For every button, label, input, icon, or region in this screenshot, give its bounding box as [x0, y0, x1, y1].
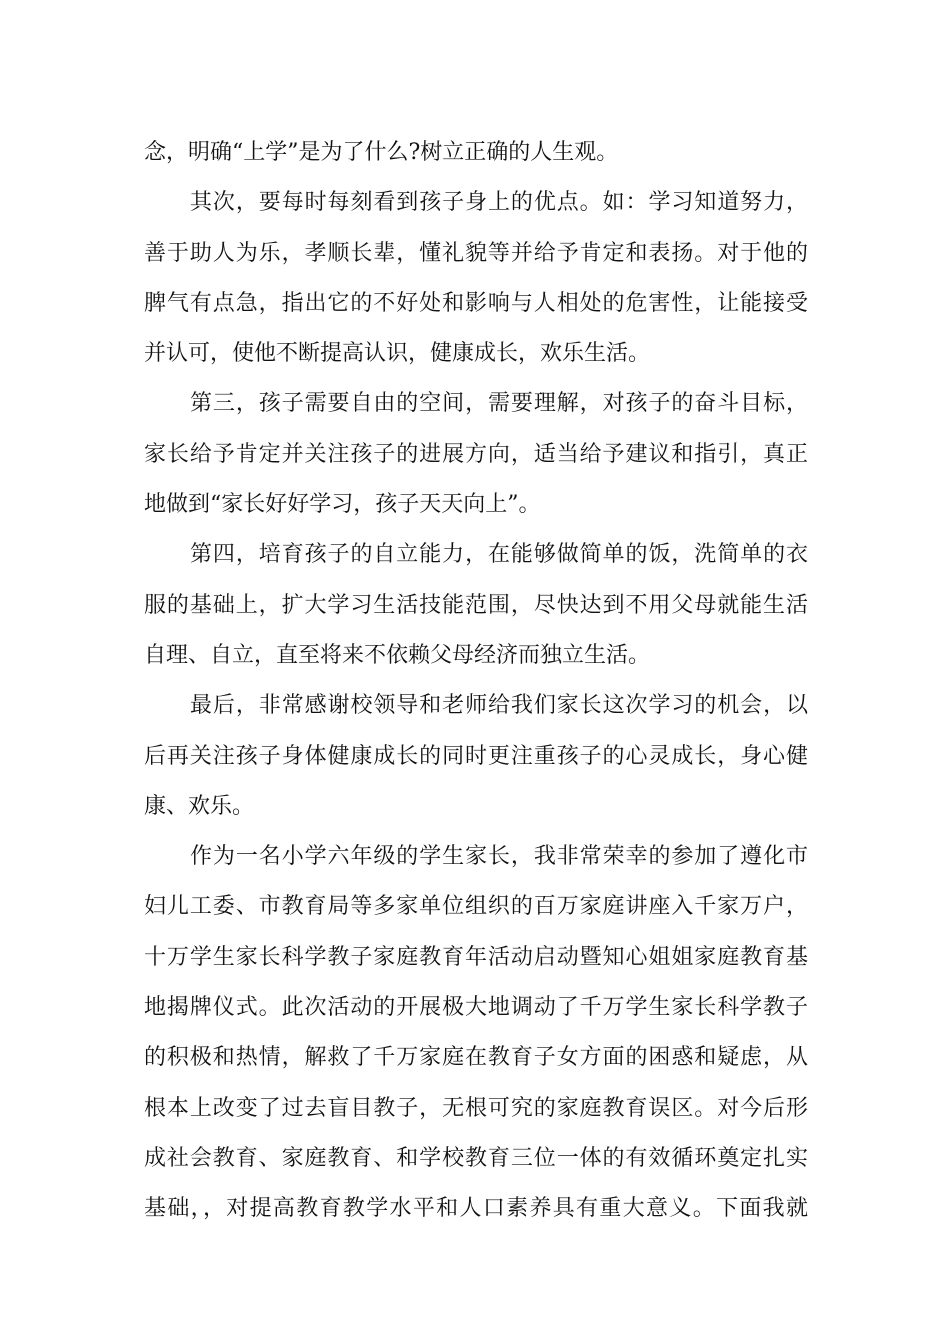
paragraph-start-line: 作为一名小学六年级的学生家长，我非常荣幸的参加了遵化市	[190, 844, 808, 870]
paragraph-start-line: 第四，培育孩子的自立能力，在能够做简单的饭，洗简单的衣	[190, 542, 808, 568]
text-line: 康、欢乐。	[144, 793, 255, 819]
text-line: 成社会教育、家庭教育、和学校教育三位一体的有效循环奠定扎实	[144, 1145, 808, 1171]
text-line: 妇儿工委、市教育局等多家单位组织的百万家庭讲座入千家万户，	[144, 894, 808, 920]
text-line: 根本上改变了过去盲目教子，无根可究的家庭教育误区。对今后形	[144, 1095, 808, 1121]
text-line: 自理、自立，直至将来不依赖父母经济而独立生活。	[144, 642, 651, 668]
text-line: 基础，，对提高教育教学水平和人口素养具有重大意义。下面我就	[144, 1196, 808, 1222]
paragraph-start-line: 最后，非常感谢校领导和老师给我们家长这次学习的机会，以	[190, 693, 808, 719]
text-line: 并认可，使他不断提高认识，健康成长，欢乐生活。	[144, 341, 651, 367]
text-line: 地做到“家长好好学习，孩子天天向上”。	[144, 492, 541, 518]
text-line: 十万学生家长科学教子家庭教育年活动启动暨知心姐姐家庭教育基	[144, 944, 808, 970]
text-line: 善于助人为乐，孝顺长辈，懂礼貌等并给予肯定和表扬。对于他的	[144, 240, 808, 266]
text-line: 念，明确“上学”是为了什么?树立正确的人生观。	[144, 140, 619, 165]
text-line: 脾气有点急，指出它的不好处和影响与人相处的危害性，让能接受	[144, 290, 808, 316]
body-text	[144, 128, 808, 1235]
text-line: 家长给予肯定并关注孩子的进展方向，适当给予建议和指引，真正	[144, 441, 808, 467]
text-line: 后再关注孩子身体健康成长的同时更注重孩子的心灵成长，身心健	[144, 743, 808, 769]
text-line: 的积极和热情，解救了千万家庭在教育子女方面的困惑和疑虑，从	[144, 1045, 808, 1071]
paragraph-start-line: 其次，要每时每刻看到孩子身上的优点。如：学习知道努力，	[190, 190, 808, 216]
text-line: 服的基础上，扩大学习生活技能范围，尽快达到不用父母就能生活	[144, 592, 808, 618]
paragraph-start-line: 第三，孩子需要自由的空间，需要理解，对孩子的奋斗目标，	[190, 391, 808, 417]
text-line: 地揭牌仪式。此次活动的开展极大地调动了千万学生家长科学教子	[144, 995, 808, 1021]
